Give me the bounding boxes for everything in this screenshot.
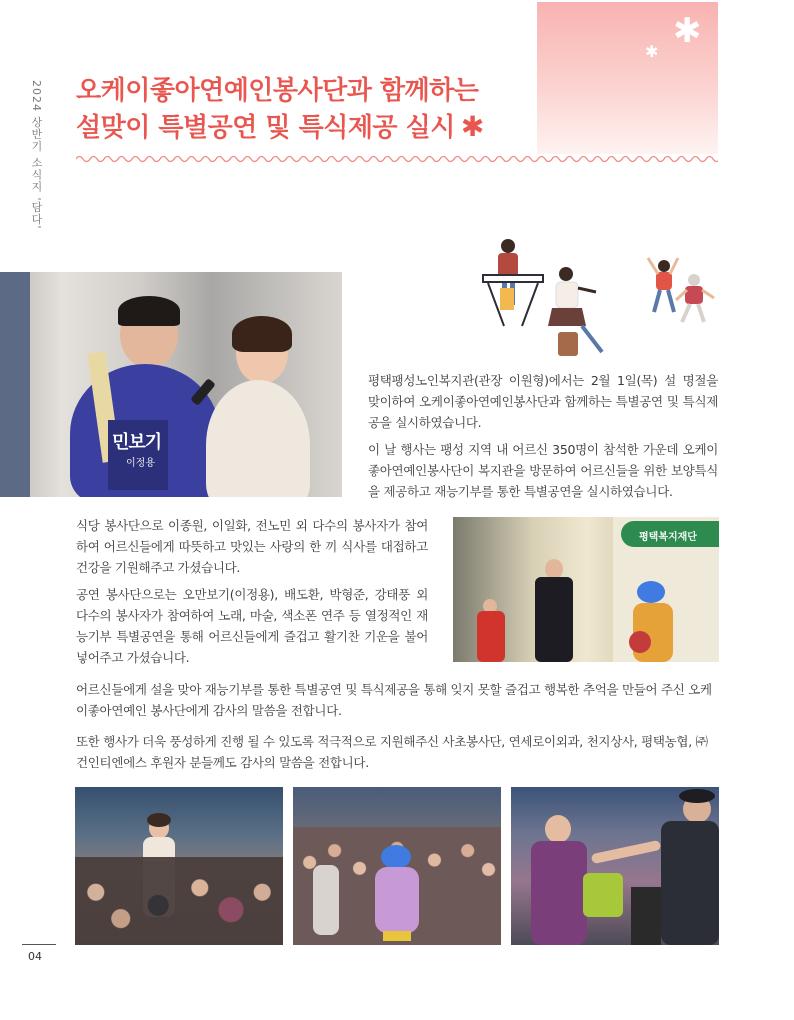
paragraph-intro: 평택팽성노인복지관(관장 이원형)에서는 2월 1일(목) 설 명절을 맞이하여 오케이좋아연예인봉사단과 함께하는 특별공연 및 특식제공을 실시하였습니다. [368,373,718,430]
stage-banner-text: 평택복지재단 [639,532,697,543]
title-asterisk-icon: ✱ [460,110,484,143]
photo-performers-mic [0,272,342,497]
paragraph-thanks-sponsors: 또한 행사가 더욱 풍성하게 진행 될 수 있도록 적극적으로 지원해주신 사초봉사단, 연세로이외과, 천지상사, 평택농협, ㈜건인티엔에스 후원자 분들께도 감사의 말씀을 전합니다. [76,734,708,770]
performers-illustration [478,236,723,362]
wavy-divider [76,153,718,165]
photo-audience-singer [75,787,283,945]
sign-subtext: 이정용 [126,458,155,469]
page-number: 04 [28,950,42,963]
photo-food-distribution [511,787,719,945]
photo-hall-clown [293,787,501,945]
side-label: 2024 상반기 소식지 '담다' [30,80,43,230]
asterisk-small-icon: ✱ [645,42,659,61]
title-line-2-text: 설맞이 특별공연 및 특식제공 실시 [76,113,455,143]
asterisk-large-icon: ✱ [673,11,702,51]
page-title [76,74,546,146]
page-number-rule [22,944,56,945]
paragraph-thanks-volunteers: 어르신들에게 설을 맞아 재능기부를 통한 특별공연 및 특식제공을 통해 잊지 못할 즐겁고 행복한 추억을 만들어 주신 오케이좋아연예인 봉사단에게 감사의 말씀을 전합니다. [76,682,712,718]
sign-text: 민보기 [112,432,162,453]
title-line-1: 오케이좋아연예인봉사단과 함께하는 [76,76,479,106]
title-line-2 [76,109,546,146]
paragraph-event: 이 날 행사는 팽성 지역 내 어르신 350명이 참석한 가운데 오케이좋아연예인봉사단이 복지관을 방문하여 어르신들을 위한 보양특식을 제공하고 재능기부를 통한 특별공연을 실시하였습니다. [368,442,718,499]
paragraph-performance-volunteers: 공연 봉사단으로는 오만보기(이정용), 배도환, 박형준, 강태풍 외 다수의 봉사자가 참여하여 노래, 마술, 색소폰 연주 등 열정적인 재능기부 특별공연을 통해 어르신들에게 즐겁고 활기찬 기운을 불어넣어주고 가셨습니다. [76,587,428,665]
paragraph-meal-volunteers: 식당 봉사단으로 이종원, 이일화, 전노민 외 다수의 봉사자가 참여하여 어르신들에게 따뜻하고 맛있는 사랑의 한 끼 식사를 대접하고 건강을 기원해주고 가셨습니다. [76,518,428,575]
photo-stage-performance [453,517,719,662]
